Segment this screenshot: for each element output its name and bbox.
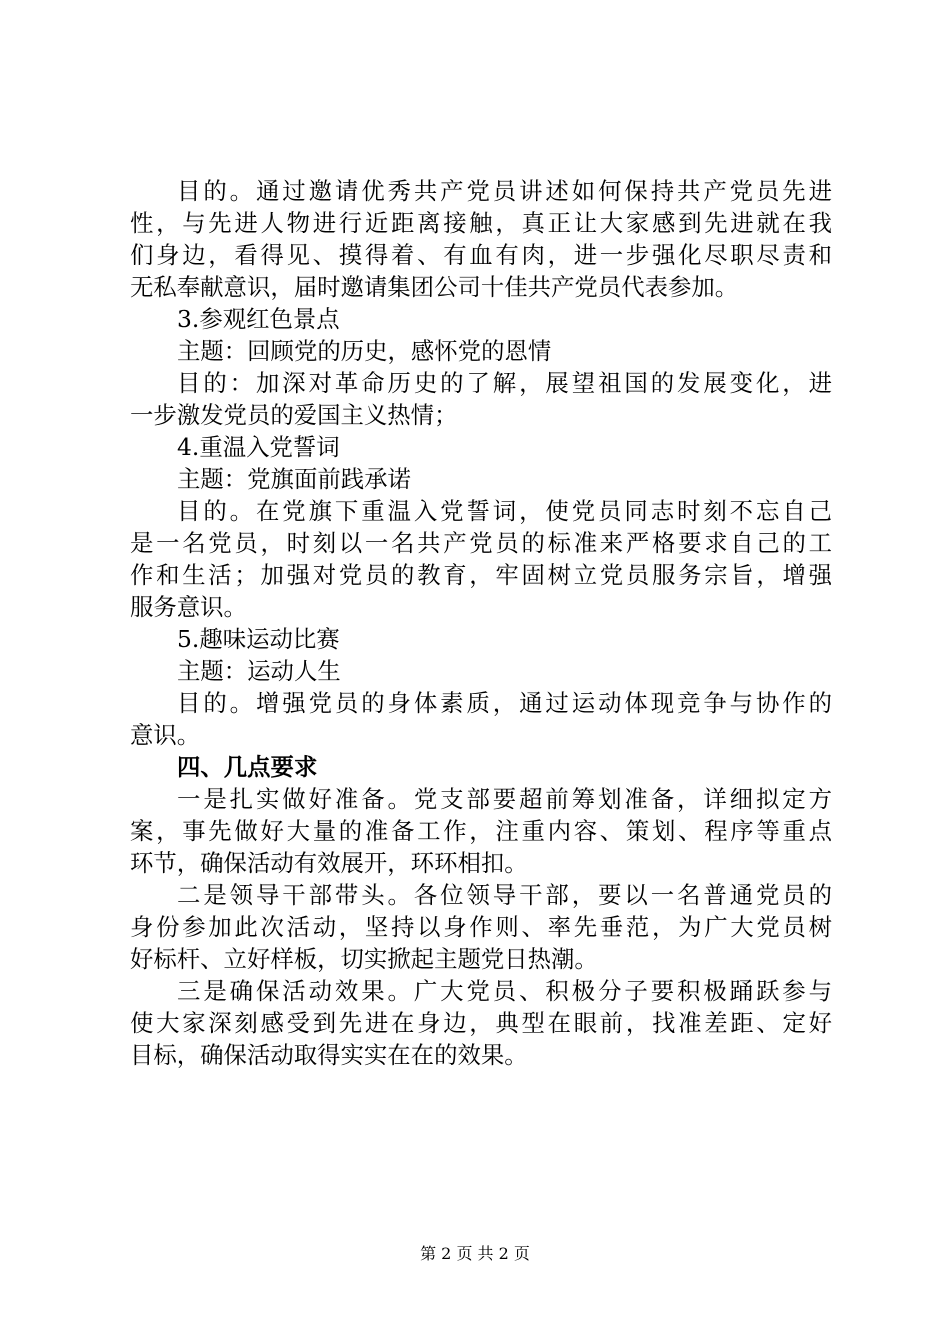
- text-line: 作和生活；加强对党员的教育，牢固树立党员服务宗旨，增强: [130, 561, 832, 589]
- text-line: 目的。增强党员的身体素质，通过运动体现竞争与协作的: [177, 689, 832, 717]
- text-line: 二是领导干部带头。各位领导干部，要以一名普通党员的: [177, 881, 832, 909]
- text-line: 好标杆、立好样板，切实掀起主题党日热潮。: [130, 945, 598, 973]
- page-footer: 第 2 页 共 2 页: [420, 1244, 530, 1263]
- text-line: 环节，确保活动有效展开，环环相扣。: [130, 849, 528, 877]
- text-line: 主题：回顾党的历史，感怀党的恩情: [177, 337, 552, 365]
- text-line: 案，事先做好大量的准备工作，注重内容、策划、程序等重点: [130, 817, 832, 845]
- text-line: 主题：运动人生: [177, 657, 341, 685]
- document-body: [130, 175, 832, 1071]
- text-line: 一是扎实做好准备。党支部要超前筹划准备，详细拟定方: [177, 785, 832, 813]
- text-line: 们身边，看得见、摸得着、有血有肉，进一步强化尽职尽责和: [130, 241, 832, 269]
- text-line: 4.重温入党誓词: [177, 433, 340, 461]
- text-line: 目的。通过邀请优秀共产党员讲述如何保持共产党员先进: [177, 177, 832, 205]
- text-line: 3.参观红色景点: [177, 305, 340, 333]
- text-line: 5.趣味运动比赛: [177, 625, 340, 653]
- text-line: 性，与先进人物进行近距离接触，真正让大家感到先进就在我: [130, 209, 832, 237]
- text-line: 目标，确保活动取得实实在在的效果。: [130, 1041, 528, 1069]
- text-line: 目的：加深对革命历史的了解，展望祖国的发展变化，进: [177, 369, 832, 397]
- text-line: 使大家深刻感受到先进在身边，典型在眼前，找准差距、定好: [130, 1009, 832, 1037]
- text-line: 三是确保活动效果。广大党员、积极分子要积极踊跃参与: [177, 977, 832, 1005]
- section-heading: 四、几点要求: [177, 753, 318, 781]
- text-line: 无私奉献意识，届时邀请集团公司十佳共产党员代表参加。: [130, 273, 739, 301]
- text-line: 身份参加此次活动，坚持以身作则、率先垂范，为广大党员树: [130, 913, 832, 941]
- text-line: 服务意识。: [130, 593, 247, 621]
- text-line: 主题：党旗面前践承诺: [177, 465, 411, 493]
- text-line: 目的。在党旗下重温入党誓词，使党员同志时刻不忘自己: [177, 497, 832, 525]
- text-line: 一步激发党员的爱国主义热情；: [130, 401, 458, 429]
- text-line: 意识。: [130, 721, 201, 749]
- text-line: 是一名党员，时刻以一名共产党员的标准来严格要求自己的工: [130, 529, 832, 557]
